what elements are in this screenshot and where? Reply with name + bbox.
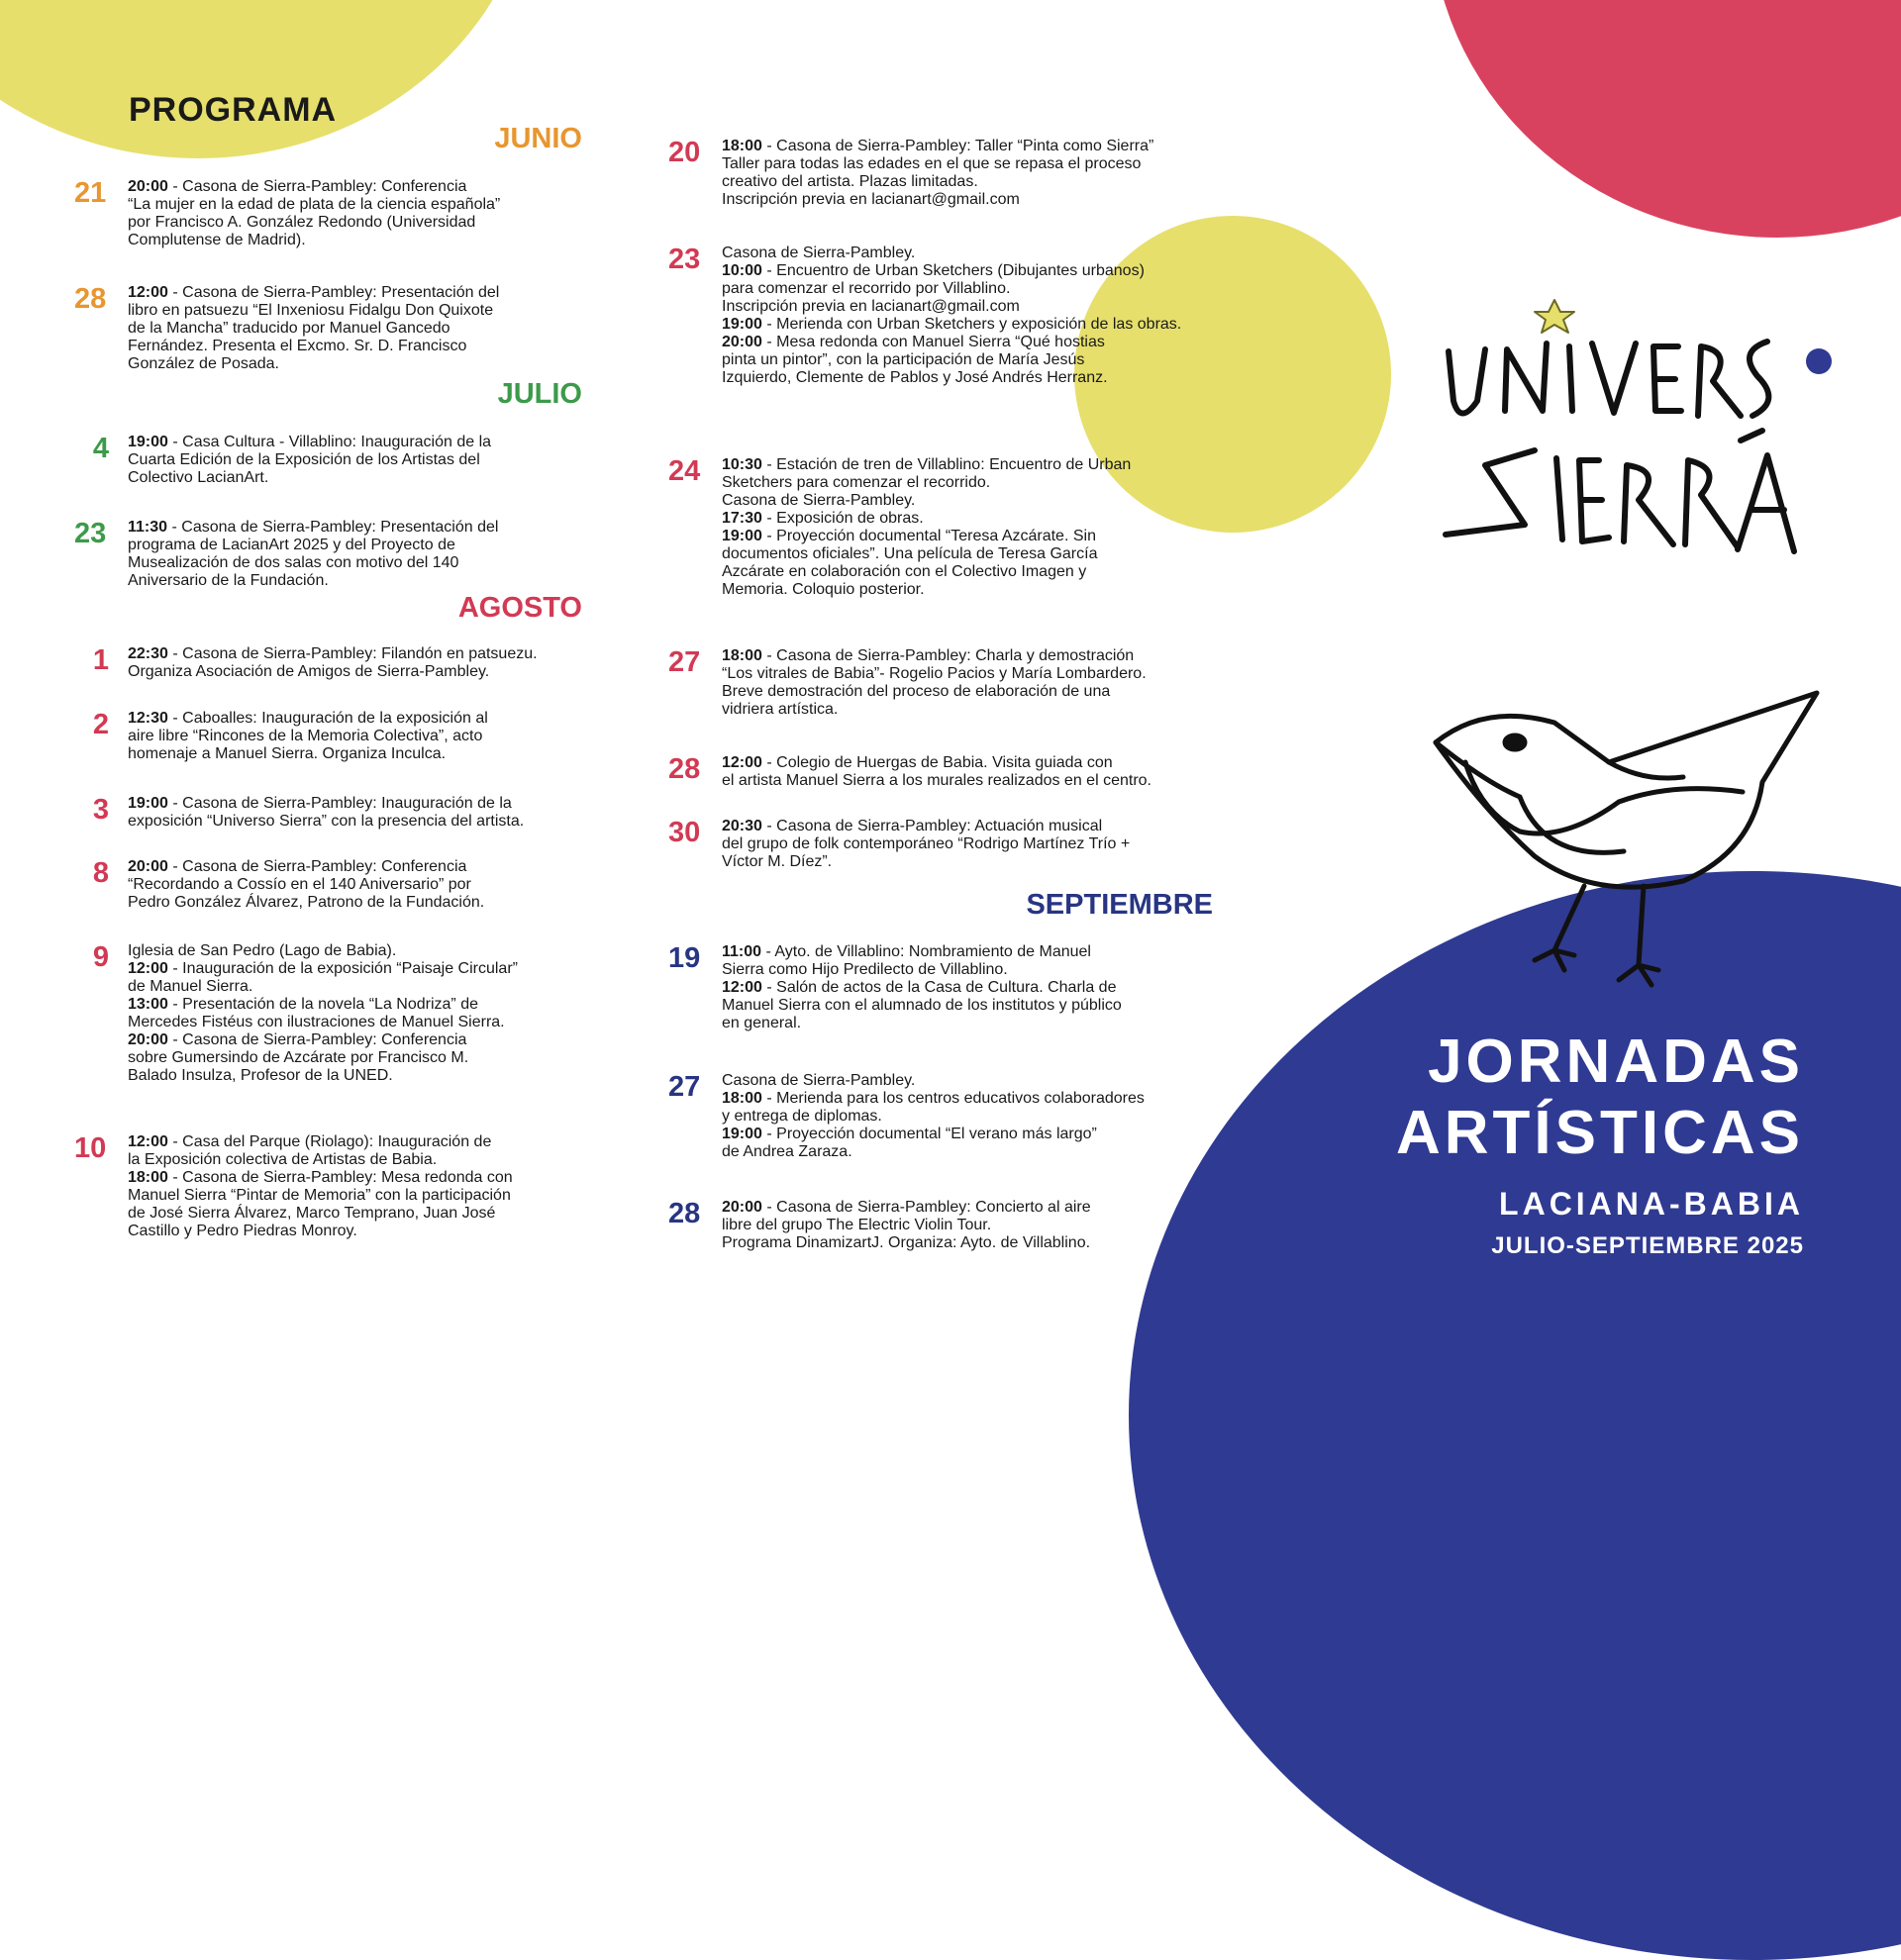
event-line: 18:00 - Casona de Sierra-Pambley: Charla y demostración [722, 647, 1135, 664]
event-day: 19 [668, 942, 701, 974]
event-block [74, 434, 584, 487]
event-time: 18:00 [722, 647, 762, 664]
event-line: Balado Insulza, Profesor de la UNED. [128, 1067, 393, 1084]
event-time: 20:00 [128, 178, 168, 195]
event-details [128, 434, 584, 487]
event-block [668, 1072, 1218, 1161]
event-time: 19:00 [722, 1126, 762, 1142]
event-day: 23 [668, 244, 701, 275]
event-time: 12:00 [722, 754, 762, 771]
event-details [722, 818, 1218, 871]
event-line: homenaje a Manuel Sierra. Organiza Inculca. [128, 745, 447, 762]
event-line: 11:00 - Ayto. de Villablino: Nombramiento de Manuel [722, 943, 1091, 960]
event-line: del grupo de folk contemporáneo “Rodrigo Martínez Trío + [722, 835, 1131, 852]
event-line: libro en patsuezu “El Inxeniosu Fidalgu Don Quixote [128, 302, 494, 319]
event-day: 28 [74, 283, 107, 315]
event-time: 20:00 [722, 1199, 762, 1216]
hero-location: LACIANA-BABIA [1499, 1186, 1804, 1222]
event-line: en general. [722, 1015, 802, 1031]
event-time: 10:00 [722, 262, 762, 279]
event-details [128, 942, 584, 1085]
month-heading-agosto: AGOSTO [457, 592, 582, 624]
event-line: Taller para todas las edades en el que se repasa el proceso [722, 155, 1142, 172]
event-line: 13:00 - Presentación de la novela “La Nodriza” de [128, 996, 478, 1013]
event-line: Inscripción previa en lacianart@gmail.com [722, 191, 1020, 208]
event-line: 20:00 - Mesa redonda con Manuel Sierra “Qué hostias [722, 334, 1105, 350]
event-line: 20:00 - Casona de Sierra-Pambley: Concierto al aire [722, 1199, 1091, 1216]
event-line: 17:30 - Exposición de obras. [722, 510, 924, 527]
event-line: 19:00 - Merienda con Urban Sketchers y exposición de las obras. [722, 316, 1182, 333]
event-details [128, 519, 584, 590]
event-line: González de Posada. [128, 355, 279, 372]
event-time: 10:30 [722, 456, 762, 473]
event-time: 18:00 [722, 1090, 762, 1107]
event-day: 3 [92, 794, 110, 826]
red-circle-top-right [1431, 0, 1901, 238]
event-line: 12:00 - Inauguración de la exposición “Paisaje Circular” [128, 960, 518, 977]
event-block [668, 1199, 1218, 1252]
event-line: Casona de Sierra-Pambley. [722, 245, 916, 261]
event-block [74, 710, 584, 763]
event-time: 19:00 [722, 316, 762, 333]
event-block [74, 519, 584, 590]
event-line: exposición “Universo Sierra” con la presencia del artista. [128, 813, 525, 830]
month-heading-julio: JULIO [497, 378, 582, 410]
event-line: para comenzar el recorrido por Villablino. [722, 280, 1011, 297]
event-day: 10 [74, 1132, 107, 1164]
event-line: Azcárate en colaboración con el Colectivo Imagen y [722, 563, 1087, 580]
event-line: 12:00 - Casa del Parque (Riolago): Inauguración de [128, 1133, 492, 1150]
event-day: 28 [668, 753, 701, 785]
month-heading-septiembre: SEPTIEMBRE [1026, 889, 1213, 921]
event-line: Memoria. Coloquio posterior. [722, 581, 925, 598]
event-time: 12:00 [128, 284, 168, 301]
event-details [722, 138, 1218, 209]
event-line: Cuarta Edición de la Exposición de los Artistas del [128, 451, 480, 468]
hero-title-line-1: JORNADAS [1428, 1028, 1804, 1096]
event-block [668, 754, 1218, 790]
event-block [668, 818, 1218, 871]
event-line: documentos oficiales”. Una película de Teresa García [722, 545, 1098, 562]
event-time: 12:00 [128, 960, 168, 977]
event-time: 20:00 [128, 1031, 168, 1048]
event-line: de Andrea Zaraza. [722, 1143, 852, 1160]
event-block [74, 284, 584, 373]
event-day: 20 [668, 137, 701, 168]
event-day: 9 [92, 941, 110, 973]
event-line: Organiza Asociación de Amigos de Sierra-Pambley. [128, 663, 490, 680]
event-details [128, 795, 584, 831]
event-time: 18:00 [128, 1169, 168, 1186]
event-time: 17:30 [722, 510, 762, 527]
event-time: 19:00 [128, 795, 168, 812]
event-line: 12:00 - Salón de actos de la Casa de Cultura. Charla de [722, 979, 1117, 996]
event-block [74, 1133, 584, 1240]
event-day: 21 [74, 177, 107, 209]
event-line: vidriera artística. [722, 701, 839, 718]
event-line: “La mujer en la edad de plata de la ciencia española” [128, 196, 501, 213]
event-line: 19:00 - Proyección documental “El verano más largo” [722, 1126, 1097, 1142]
event-time: 12:30 [128, 710, 168, 727]
event-time: 20:00 [722, 334, 762, 350]
event-line: Complutense de Madrid). [128, 232, 306, 248]
event-line: Pedro González Álvarez, Patrono de la Fundación. [128, 894, 485, 911]
event-line: 12:00 - Colegio de Huergas de Babia. Visita guiada con [722, 754, 1113, 771]
event-details [722, 754, 1218, 790]
event-line: y entrega de diplomas. [722, 1108, 882, 1125]
event-day: 28 [668, 1198, 701, 1229]
event-line: 19:00 - Proyección documental “Teresa Azcárate. Sin [722, 528, 1096, 544]
event-details [128, 645, 584, 681]
bird-illustration [1426, 683, 1832, 1000]
event-line: Izquierdo, Clemente de Pablos y José Andrés Herranz. [722, 369, 1108, 386]
event-line: la Exposición colectiva de Artistas de Babia. [128, 1151, 438, 1168]
event-line: 19:00 - Casona de Sierra-Pambley: Inauguración de la [128, 795, 512, 812]
event-details [128, 710, 584, 763]
event-day: 8 [92, 857, 110, 889]
event-time: 20:00 [128, 858, 168, 875]
event-line: libre del grupo The Electric Violin Tour. [722, 1217, 992, 1233]
event-day: 24 [668, 455, 701, 487]
event-details [722, 245, 1218, 387]
event-day: 27 [668, 646, 701, 678]
event-block [74, 795, 584, 831]
event-details [128, 1133, 584, 1240]
event-line: Musealización de dos salas con motivo del 140 [128, 554, 459, 571]
event-details [722, 1072, 1218, 1161]
event-details [722, 456, 1218, 599]
event-day: 2 [92, 709, 110, 740]
event-line: 22:30 - Casona de Sierra-Pambley: Filandón en patsuezu. [128, 645, 538, 662]
event-line: Inscripción previa en lacianart@gmail.com [722, 298, 1020, 315]
event-line: de José Sierra Álvarez, Marco Temprano, Juan José [128, 1205, 496, 1222]
event-time: 19:00 [722, 528, 762, 544]
event-details [128, 178, 584, 249]
event-details [722, 647, 1218, 719]
event-day: 23 [74, 518, 107, 549]
hero-dates: JULIO-SEPTIEMBRE 2025 [1491, 1232, 1804, 1259]
event-block [74, 858, 584, 912]
event-day: 30 [668, 817, 701, 848]
event-line: 18:00 - Casona de Sierra-Pambley: Taller “Pinta como Sierra” [722, 138, 1154, 154]
event-line: Sierra como Hijo Predilecto de Villablino. [722, 961, 1008, 978]
event-line: pinta un pintor”, con la participación de María Jesús [722, 351, 1085, 368]
event-line: Casona de Sierra-Pambley. [722, 1072, 916, 1089]
event-line: 10:30 - Estación de tren de Villablino: Encuentro de Urban [722, 456, 1132, 473]
event-line: 20:00 - Casona de Sierra-Pambley: Conferencia [128, 1031, 467, 1048]
event-line: Colectivo LacianArt. [128, 469, 269, 486]
event-details [128, 284, 584, 373]
event-line: 20:00 - Casona de Sierra-Pambley: Conferencia [128, 858, 467, 875]
event-line: sobre Gumersindo de Azcárate por Francisco M. [128, 1049, 469, 1066]
event-line: de Manuel Sierra. [128, 978, 253, 995]
event-time: 13:00 [128, 996, 168, 1013]
yellow-circle-top-left [0, 0, 535, 158]
event-block [74, 942, 584, 1085]
event-time: 11:30 [128, 519, 168, 536]
event-line: Sketchers para comenzar el recorrido. [722, 474, 991, 491]
event-block [668, 138, 1218, 209]
event-line: Casona de Sierra-Pambley. [722, 492, 916, 509]
event-time: 18:00 [722, 138, 762, 154]
event-line: por Francisco A. González Redondo (Universidad [128, 214, 476, 231]
event-line: Manuel Sierra con el alumnado de los institutos y público [722, 997, 1122, 1014]
event-line: creativo del artista. Plazas limitadas. [722, 173, 978, 190]
event-time: 20:30 [722, 818, 762, 834]
event-line: el artista Manuel Sierra a los murales realizados en el centro. [722, 772, 1151, 789]
event-line: de la Mancha” traducido por Manuel Gancedo [128, 320, 450, 337]
event-block [668, 456, 1218, 599]
event-line: Manuel Sierra “Pintar de Memoria” con la participación [128, 1187, 511, 1204]
event-day: 1 [92, 644, 110, 676]
event-time: 19:00 [128, 434, 168, 450]
event-time: 12:00 [128, 1133, 168, 1150]
event-line: 20:00 - Casona de Sierra-Pambley: Conferencia [128, 178, 467, 195]
event-line: Castillo y Pedro Piedras Monroy. [128, 1223, 357, 1239]
event-line: 10:00 - Encuentro de Urban Sketchers (Dibujantes urbanos) [722, 262, 1145, 279]
event-details [722, 1199, 1218, 1252]
event-line: “Los vitrales de Babia”- Rogelio Pacios y María Lombardero. [722, 665, 1147, 682]
page-title: PROGRAMA [129, 91, 338, 129]
event-line: Programa DinamizartJ. Organiza: Ayto. de Villablino. [722, 1234, 1091, 1251]
event-line: Iglesia de San Pedro (Lago de Babia). [128, 942, 397, 959]
event-line: Mercedes Fistéus con ilustraciones de Manuel Sierra. [128, 1014, 505, 1030]
universo-sierra-logo [1426, 292, 1842, 629]
event-block [668, 647, 1218, 719]
event-line: aire libre “Rincones de la Memoria Colectiva”, acto [128, 728, 483, 744]
event-details [722, 943, 1218, 1032]
event-line: 12:00 - Casona de Sierra-Pambley: Presentación del [128, 284, 500, 301]
event-block [668, 943, 1218, 1032]
event-line: 11:30 - Casona de Sierra-Pambley: Presentación del [128, 519, 499, 536]
event-block [668, 245, 1218, 387]
event-line: 20:30 - Casona de Sierra-Pambley: Actuación musical [722, 818, 1103, 834]
event-line: “Recordando a Cossío en el 140 Aniversario” por [128, 876, 471, 893]
event-line: 18:00 - Merienda para los centros educativos colaboradores [722, 1090, 1145, 1107]
event-line: 19:00 - Casa Cultura - Villablino: Inauguración de la [128, 434, 492, 450]
event-day: 4 [92, 433, 110, 464]
event-time: 22:30 [128, 645, 168, 662]
event-time: 11:00 [722, 943, 762, 960]
event-line: Breve demostración del proceso de elaboración de una [722, 683, 1111, 700]
event-line: Fernández. Presenta el Excmo. Sr. D. Francisco [128, 338, 467, 354]
event-time: 12:00 [722, 979, 762, 996]
hero-title-line-2: ARTÍSTICAS [1396, 1099, 1804, 1167]
event-block [74, 178, 584, 249]
event-day: 27 [668, 1071, 701, 1103]
event-block [74, 645, 584, 681]
event-details [128, 858, 584, 912]
month-heading-junio: JUNIO [494, 123, 582, 154]
event-line: programa de LacianArt 2025 y del Proyecto de [128, 537, 455, 553]
event-line: 12:30 - Caboalles: Inauguración de la exposición al [128, 710, 488, 727]
event-line: 18:00 - Casona de Sierra-Pambley: Mesa redonda con [128, 1169, 513, 1186]
event-line: Aniversario de la Fundación. [128, 572, 329, 589]
event-line: Víctor M. Díez”. [722, 853, 833, 870]
